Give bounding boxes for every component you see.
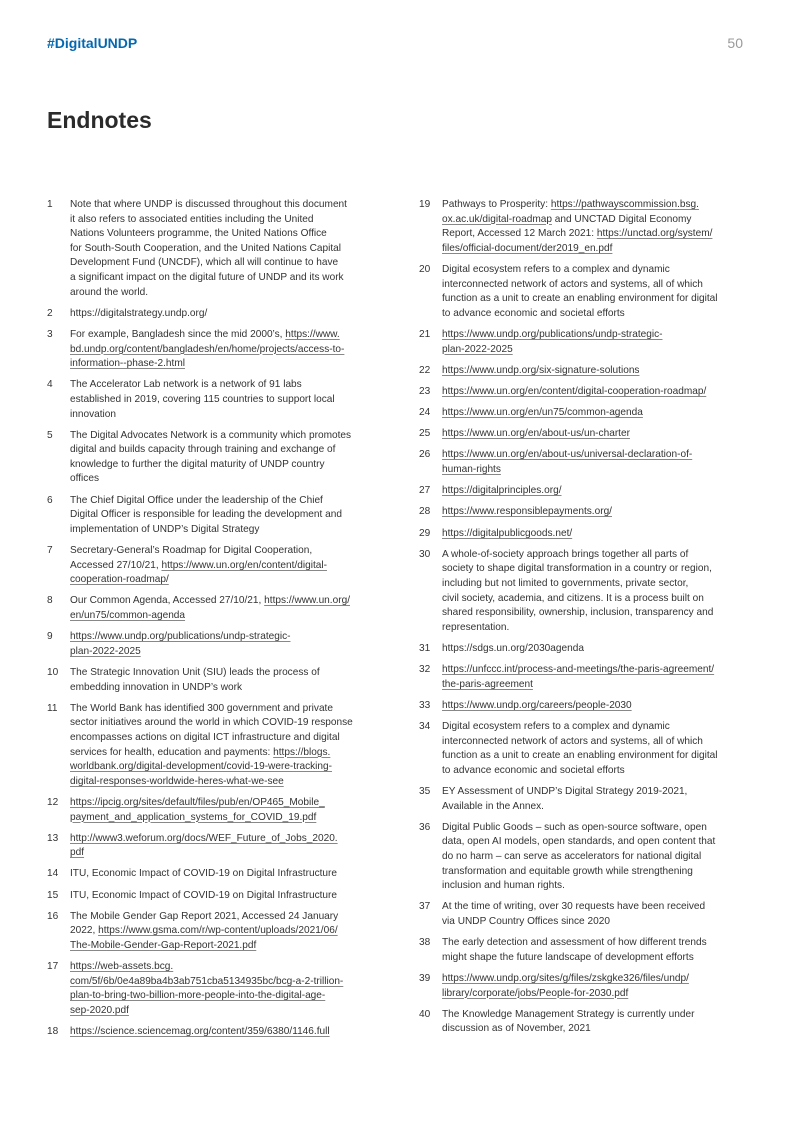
endnote-item — [47, 630, 381, 659]
endnote-item — [47, 429, 381, 487]
endnote-item — [47, 594, 381, 623]
endnote-item — [419, 720, 749, 778]
endnote-text-segment: offices — [70, 473, 99, 485]
endnote-link[interactable]: bd.undp.org/content/bangladesh/en/home/projects/access-to- — [70, 343, 345, 355]
endnote-item — [419, 427, 749, 442]
endnote-text-segment: representation. — [442, 621, 510, 633]
endnote-item — [47, 307, 381, 322]
endnote-number: 14 — [47, 868, 59, 880]
endnote-number: 30 — [419, 548, 431, 560]
endnote-text — [442, 972, 749, 1001]
endnote-link[interactable]: https://www. — [285, 328, 340, 340]
endnote-text-segment: services for health, education and payments: — [70, 746, 274, 758]
endnote-number: 1 — [47, 199, 53, 210]
endnote-number: 9 — [47, 631, 53, 643]
endnote-text-segment: digital and builds capacity through training and exchange of — [70, 444, 336, 456]
endnote-text-segment: interconnected network of actors and systems, all of which — [442, 735, 703, 747]
endnote-text-segment: A whole-of-society approach brings together all parts of — [442, 548, 689, 560]
endnote-link[interactable]: digital-responses-worldwide-heres-what-we-see — [70, 775, 284, 787]
endnote-text-segment: a significant impact on the digital future of UNDP and its work — [70, 271, 344, 283]
endnote-text-segment: function as a unit to create an enabling environment for digital — [442, 750, 718, 762]
endnote-number: 16 — [47, 910, 59, 922]
endnote-number: 2 — [47, 307, 53, 319]
endnote-text — [70, 594, 381, 623]
endnote-text — [442, 505, 749, 520]
endnote-text-segment: society to shape digital transformation in a country or region, — [442, 563, 712, 575]
endnote-item — [47, 1025, 381, 1040]
endnote-item — [419, 972, 749, 1001]
endnote-item — [419, 699, 749, 714]
endnote-link[interactable]: cooperation-roadmap/ — [70, 574, 169, 586]
endnote-item — [47, 544, 381, 588]
endnote-text-segment: to advance economic and societal efforts — [442, 764, 625, 776]
endnote-item — [47, 494, 381, 538]
endnote-link[interactable]: https://www.undp.org/publications/undp-strategic- — [70, 631, 291, 643]
endnote-text — [442, 699, 749, 714]
endnote-number: 19 — [419, 199, 431, 210]
endnote-text — [442, 364, 749, 379]
endnote-text — [442, 720, 749, 778]
endnote-link[interactable]: plan-2022-2025 — [442, 343, 513, 355]
endnote-link[interactable]: https://unfccc.int/process-and-meetings/the-paris-agreement/ — [442, 664, 715, 676]
endnote-number: 23 — [419, 385, 431, 397]
endnote-link[interactable]: https://www.un.org/en/un75/common-agenda — [442, 407, 643, 419]
endnotes-column-right — [419, 198, 749, 1044]
endnote-text — [442, 548, 749, 636]
endnote-text-segment: At the time of writing, over 30 requests have been received — [442, 901, 706, 913]
page-number: 50 — [727, 35, 743, 51]
endnote-text-segment: innovation — [70, 408, 117, 420]
endnote-number: 6 — [47, 494, 53, 506]
endnote-text — [442, 785, 749, 814]
endnote-item — [419, 785, 749, 814]
endnote-number: 27 — [419, 485, 431, 497]
endnote-link[interactable]: https://www.undp.org/sites/g/files/zskgke326/files/undp/ — [442, 973, 689, 984]
endnote-text-segment: Report, Accessed 12 March 2021: — [442, 228, 597, 240]
endnote-number: 33 — [419, 699, 431, 711]
endnote-number: 22 — [419, 364, 431, 376]
endnote-link[interactable]: https://www.undp.org/publications/undp-strategic- — [442, 328, 663, 340]
endnote-text-segment: Digital ecosystem refers to a complex and dynamic — [442, 263, 670, 275]
endnote-number: 10 — [47, 666, 59, 678]
endnote-text-segment: ITU, Economic Impact of COVID-19 on Digital Infrastructure — [70, 889, 338, 901]
endnote-text-segment: it also refers to associated entities including the United — [70, 213, 314, 225]
endnote-item — [419, 900, 749, 929]
endnote-number: 12 — [47, 796, 59, 808]
endnote-link[interactable]: https://www.un.org/en/about-us/un-charter — [442, 428, 630, 440]
endnote-text-segment: The Strategic Innovation Unit (SIU) leads the process of — [70, 666, 320, 678]
endnote-number: 8 — [47, 595, 53, 607]
endnote-text-segment: The World Bank has identified 300 government and private — [70, 702, 333, 714]
endnote-text — [70, 307, 381, 322]
endnote-text-segment: function as a unit to create an enabling environment for digital — [442, 293, 718, 305]
endnote-link[interactable]: worldbank.org/digital-development/covid-19-were-tracking- — [70, 761, 332, 773]
endnote-item — [47, 328, 381, 372]
endnote-text-segment: The Chief Digital Office under the leadership of the Chief — [70, 494, 323, 506]
endnote-item — [47, 960, 381, 1018]
endnote-text-segment: inclusion and human rights. — [442, 880, 565, 892]
endnote-item — [419, 198, 749, 256]
endnote-text — [442, 427, 749, 442]
endnote-item — [47, 910, 381, 954]
endnote-text-segment: to advance economic and societal efforts — [442, 307, 625, 319]
endnote-text — [70, 544, 381, 588]
endnote-number: 36 — [419, 821, 431, 833]
endnote-text-segment: Nations Volunteers programme, the United Nations Office — [70, 228, 327, 240]
endnote-link[interactable]: plan-to-bring-two-billion-more-people-into-the-digital-age- — [70, 990, 326, 1002]
endnote-text-segment: knowledge to further the digital maturity of UNDP country — [70, 458, 325, 470]
endnote-link[interactable]: https://unctad.org/system/ — [596, 228, 713, 240]
endnote-number: 26 — [419, 449, 431, 461]
endnote-text — [70, 198, 381, 300]
endnote-text-segment: might shape the future landscape of development efforts — [442, 951, 694, 963]
endnote-item — [47, 796, 381, 825]
endnote-text-segment: The early detection and assessment of how different trends — [442, 937, 707, 949]
endnote-text-segment: do no harm – can serve as accelerators for national digital — [442, 851, 702, 863]
endnote-item — [419, 548, 749, 636]
endnote-item — [47, 666, 381, 695]
endnote-text — [70, 429, 381, 487]
endnote-text-segment: data, open AI models, open standards, and open content that — [442, 836, 716, 848]
endnote-link[interactable]: human-rights — [442, 464, 501, 476]
endnote-text — [442, 642, 749, 657]
endnote-link[interactable]: https://www.undp.org/six-signature-solutions — [442, 364, 640, 376]
endnote-text — [70, 960, 381, 1018]
endnote-text — [70, 630, 381, 659]
endnote-text-segment: The Digital Advocates Network is a community which promotes — [70, 429, 352, 441]
endnote-link[interactable]: ox.ac.uk/digital-roadmap — [442, 213, 552, 225]
endnote-link[interactable]: the-paris-agreement — [442, 678, 533, 690]
endnote-item — [47, 702, 381, 790]
endnote-link[interactable]: https://digitalprinciples.org/ — [442, 485, 562, 497]
endnote-item — [419, 663, 749, 692]
endnote-text-segment: discussion as of November, 2021 — [442, 1023, 591, 1035]
endnote-text — [442, 328, 749, 357]
endnote-text-segment: Development Fund (UNCDF), which all will continue to have — [70, 257, 339, 269]
endnote-number: 21 — [419, 328, 431, 340]
endnote-link[interactable]: plan-2022-2025 — [70, 645, 141, 657]
endnote-text-segment: Note that where UNDP is discussed throughout this document — [70, 199, 347, 210]
endnote-link[interactable]: pdf — [70, 847, 85, 859]
endnote-text — [442, 484, 749, 499]
endnote-item — [47, 832, 381, 861]
endnote-text — [70, 328, 381, 372]
endnote-text — [442, 1008, 749, 1037]
endnote-link[interactable]: https://www.un.org/ — [264, 595, 350, 607]
endnote-text-segment: Pathways to Prosperity: — [442, 199, 551, 210]
endnote-text — [442, 936, 749, 965]
endnote-link[interactable]: sep-2020.pdf — [70, 1005, 129, 1016]
endnote-link[interactable]: http://www3.weforum.org/docs/WEF_Future_of_Jobs_2020. — [70, 832, 338, 844]
endnote-text-segment: civil society, academia, and citizens. It is a process built on — [442, 592, 704, 604]
endnote-text — [442, 663, 749, 692]
endnote-item — [419, 936, 749, 965]
endnote-item — [47, 867, 381, 882]
endnote-text-segment: Accessed 27/10/21, — [70, 559, 162, 571]
endnote-item — [419, 484, 749, 499]
endnote-text — [442, 198, 749, 256]
endnote-item — [419, 505, 749, 520]
endnote-text-segment: Digital ecosystem refers to a complex and dynamic — [442, 721, 670, 733]
endnote-text-segment: 2022, — [70, 925, 99, 937]
endnote-link[interactable]: The-Mobile-Gender-Gap-Report-2021.pdf — [70, 940, 257, 952]
endnote-link[interactable]: https://www.undp.org/careers/people-2030 — [442, 699, 632, 711]
endnote-link[interactable]: https://science.sciencemag.org/content/359/6380/1146.full — [70, 1026, 330, 1038]
endnote-number: 5 — [47, 429, 53, 441]
endnote-text — [70, 867, 381, 882]
endnote-number: 3 — [47, 328, 53, 340]
endnote-number: 15 — [47, 889, 59, 901]
endnote-item — [419, 263, 749, 321]
endnote-number: 31 — [419, 642, 431, 654]
page-title: Endnotes — [47, 107, 152, 133]
endnote-text-segment: ITU, Economic Impact of COVID-19 on Digital Infrastructure — [70, 868, 338, 880]
endnote-link[interactable]: com/5f/6b/0e4a89ba4b3ab751cba5134935bc/bcg-a-2-trillion- — [70, 975, 344, 987]
endnote-text-segment: including but not limited to governments, private sector, — [442, 578, 689, 589]
endnote-number: 34 — [419, 721, 431, 733]
endnote-link[interactable]: https://web-assets.bcg. — [70, 961, 174, 973]
endnote-number: 13 — [47, 832, 59, 844]
endnote-number: 18 — [47, 1026, 59, 1038]
endnote-text-segment: embedding innovation in UNDP’s work — [70, 681, 243, 693]
endnote-text-segment: Our Common Agenda, Accessed 27/10/21, — [70, 595, 265, 607]
endnote-text-segment: transformation and equitable growth while strengthening — [442, 865, 693, 877]
endnote-item — [419, 821, 749, 894]
endnote-text-segment: established in 2019, covering 115 countries to support local — [70, 393, 335, 405]
endnote-text — [442, 263, 749, 321]
endnote-link[interactable]: https://www.un.org/en/content/digital- — [161, 559, 327, 571]
endnote-text-segment: around the world. — [70, 286, 148, 298]
endnote-item — [419, 1008, 749, 1037]
endnote-number: 4 — [47, 379, 53, 391]
endnote-number: 25 — [419, 428, 431, 440]
endnote-text — [70, 378, 381, 422]
endnote-text-segment: interconnected network of actors and systems, all of which — [442, 278, 703, 290]
endnote-text — [70, 832, 381, 861]
endnote-number: 7 — [47, 545, 53, 557]
endnote-text — [70, 910, 381, 954]
endnote-text — [442, 900, 749, 929]
endnote-text-segment: sector initiatives around the world in which COVID-19 response — [70, 717, 353, 729]
endnote-text — [442, 821, 749, 894]
endnote-text-segment: Available in the Annex. — [442, 800, 544, 812]
endnote-text — [70, 666, 381, 695]
endnote-text — [70, 494, 381, 538]
endnote-item — [419, 406, 749, 421]
endnote-link[interactable]: library/corporate/jobs/People-for-2030.pdf — [442, 987, 629, 999]
endnote-number: 17 — [47, 961, 59, 973]
endnote-text-segment: encompasses actions on digital ICT infrastructure and digital — [70, 731, 340, 743]
endnote-number: 38 — [419, 937, 431, 949]
endnote-number: 28 — [419, 506, 431, 518]
endnote-text — [70, 796, 381, 825]
endnote-item — [419, 328, 749, 357]
endnote-number: 39 — [419, 973, 431, 984]
endnote-text-segment: via UNDP Country Offices since 2020 — [442, 916, 610, 928]
endnote-link[interactable]: payment_and_application_systems_for_COVID_19.pdf — [70, 811, 317, 823]
endnote-item — [419, 364, 749, 379]
endnote-text-segment: The Mobile Gender Gap Report 2021, Accessed 24 January — [70, 910, 339, 922]
endnote-link[interactable]: en/un75/common-agenda — [70, 610, 186, 621]
endnote-item — [419, 448, 749, 477]
endnote-link[interactable]: https://blogs. — [273, 746, 331, 758]
endnote-text-segment: The Knowledge Management Strategy is currently under — [442, 1008, 695, 1020]
endnote-number: 29 — [419, 527, 431, 539]
endnote-text-segment: and UNCTAD Digital Economy — [551, 213, 692, 225]
endnote-item — [47, 378, 381, 422]
endnote-link[interactable]: files/official-document/der2019_en.pdf — [442, 242, 613, 254]
endnote-link[interactable]: https://ipcig.org/sites/default/files/pub/en/OP465_Mobile_ — [70, 796, 325, 808]
endnote-text-segment: for South-South Cooperation, and the United Nations Capital — [70, 242, 342, 254]
endnotes-column-left — [47, 198, 381, 1046]
endnote-text-segment: The Accelerator Lab network is a network of 91 labs — [70, 379, 302, 391]
endnote-text — [442, 406, 749, 421]
endnote-text — [70, 889, 381, 904]
endnote-text-segment: shared responsibility, ownership, inclusion, transparency and — [442, 607, 714, 619]
endnote-link[interactable]: https://pathwayscommission.bsg. — [550, 199, 699, 210]
endnote-item — [419, 385, 749, 400]
endnote-link[interactable]: https://digitalpublicgoods.net/ — [442, 527, 573, 539]
endnote-link[interactable]: https://www.gsma.com/r/wp-content/uploads/2021/06/ — [98, 925, 338, 937]
endnote-text — [442, 385, 749, 400]
endnote-text — [70, 702, 381, 790]
endnote-number: 11 — [47, 702, 58, 714]
endnote-text — [442, 448, 749, 477]
endnote-number: 20 — [419, 263, 431, 275]
endnote-link[interactable]: information--phase-2.html — [70, 358, 186, 370]
endnote-text-segment: https://digitalstrategy.undp.org/ — [70, 307, 208, 319]
endnote-number: 35 — [419, 786, 431, 798]
endnote-item — [47, 198, 381, 300]
endnote-number: 40 — [419, 1008, 431, 1020]
endnote-item — [47, 889, 381, 904]
endnote-text-segment: Digital Public Goods – such as open-source software, open — [442, 821, 707, 833]
endnote-number: 24 — [419, 407, 431, 419]
endnote-number: 32 — [419, 664, 431, 676]
endnote-link[interactable]: https://www.un.org/en/content/digital-cooperation-roadmap/ — [442, 385, 707, 397]
endnote-text-segment: EY Assessment of UNDP’s Digital Strategy 2019-2021, — [442, 786, 688, 798]
endnote-text — [442, 527, 749, 542]
brand-hashtag: #DigitalUNDP — [47, 35, 138, 51]
endnote-link[interactable]: https://www.responsiblepayments.org/ — [442, 506, 612, 518]
endnote-number: 37 — [419, 901, 431, 913]
endnote-text-segment: https://sdgs.un.org/2030agenda — [442, 642, 584, 654]
endnote-link[interactable]: https://www.un.org/en/about-us/universal-declaration-of- — [442, 449, 693, 461]
endnote-text-segment: For example, Bangladesh since the mid 2000’s, — [70, 328, 286, 340]
endnote-text-segment: Digital Officer is responsible for leading the development and — [70, 509, 342, 521]
endnote-item — [419, 642, 749, 657]
endnote-item — [419, 527, 749, 542]
endnote-text-segment: Secretary-General’s Roadmap for Digital Cooperation, — [70, 545, 313, 557]
endnote-text — [70, 1025, 381, 1040]
endnote-text-segment: implementation of UNDP’s Digital Strategy — [70, 523, 260, 535]
